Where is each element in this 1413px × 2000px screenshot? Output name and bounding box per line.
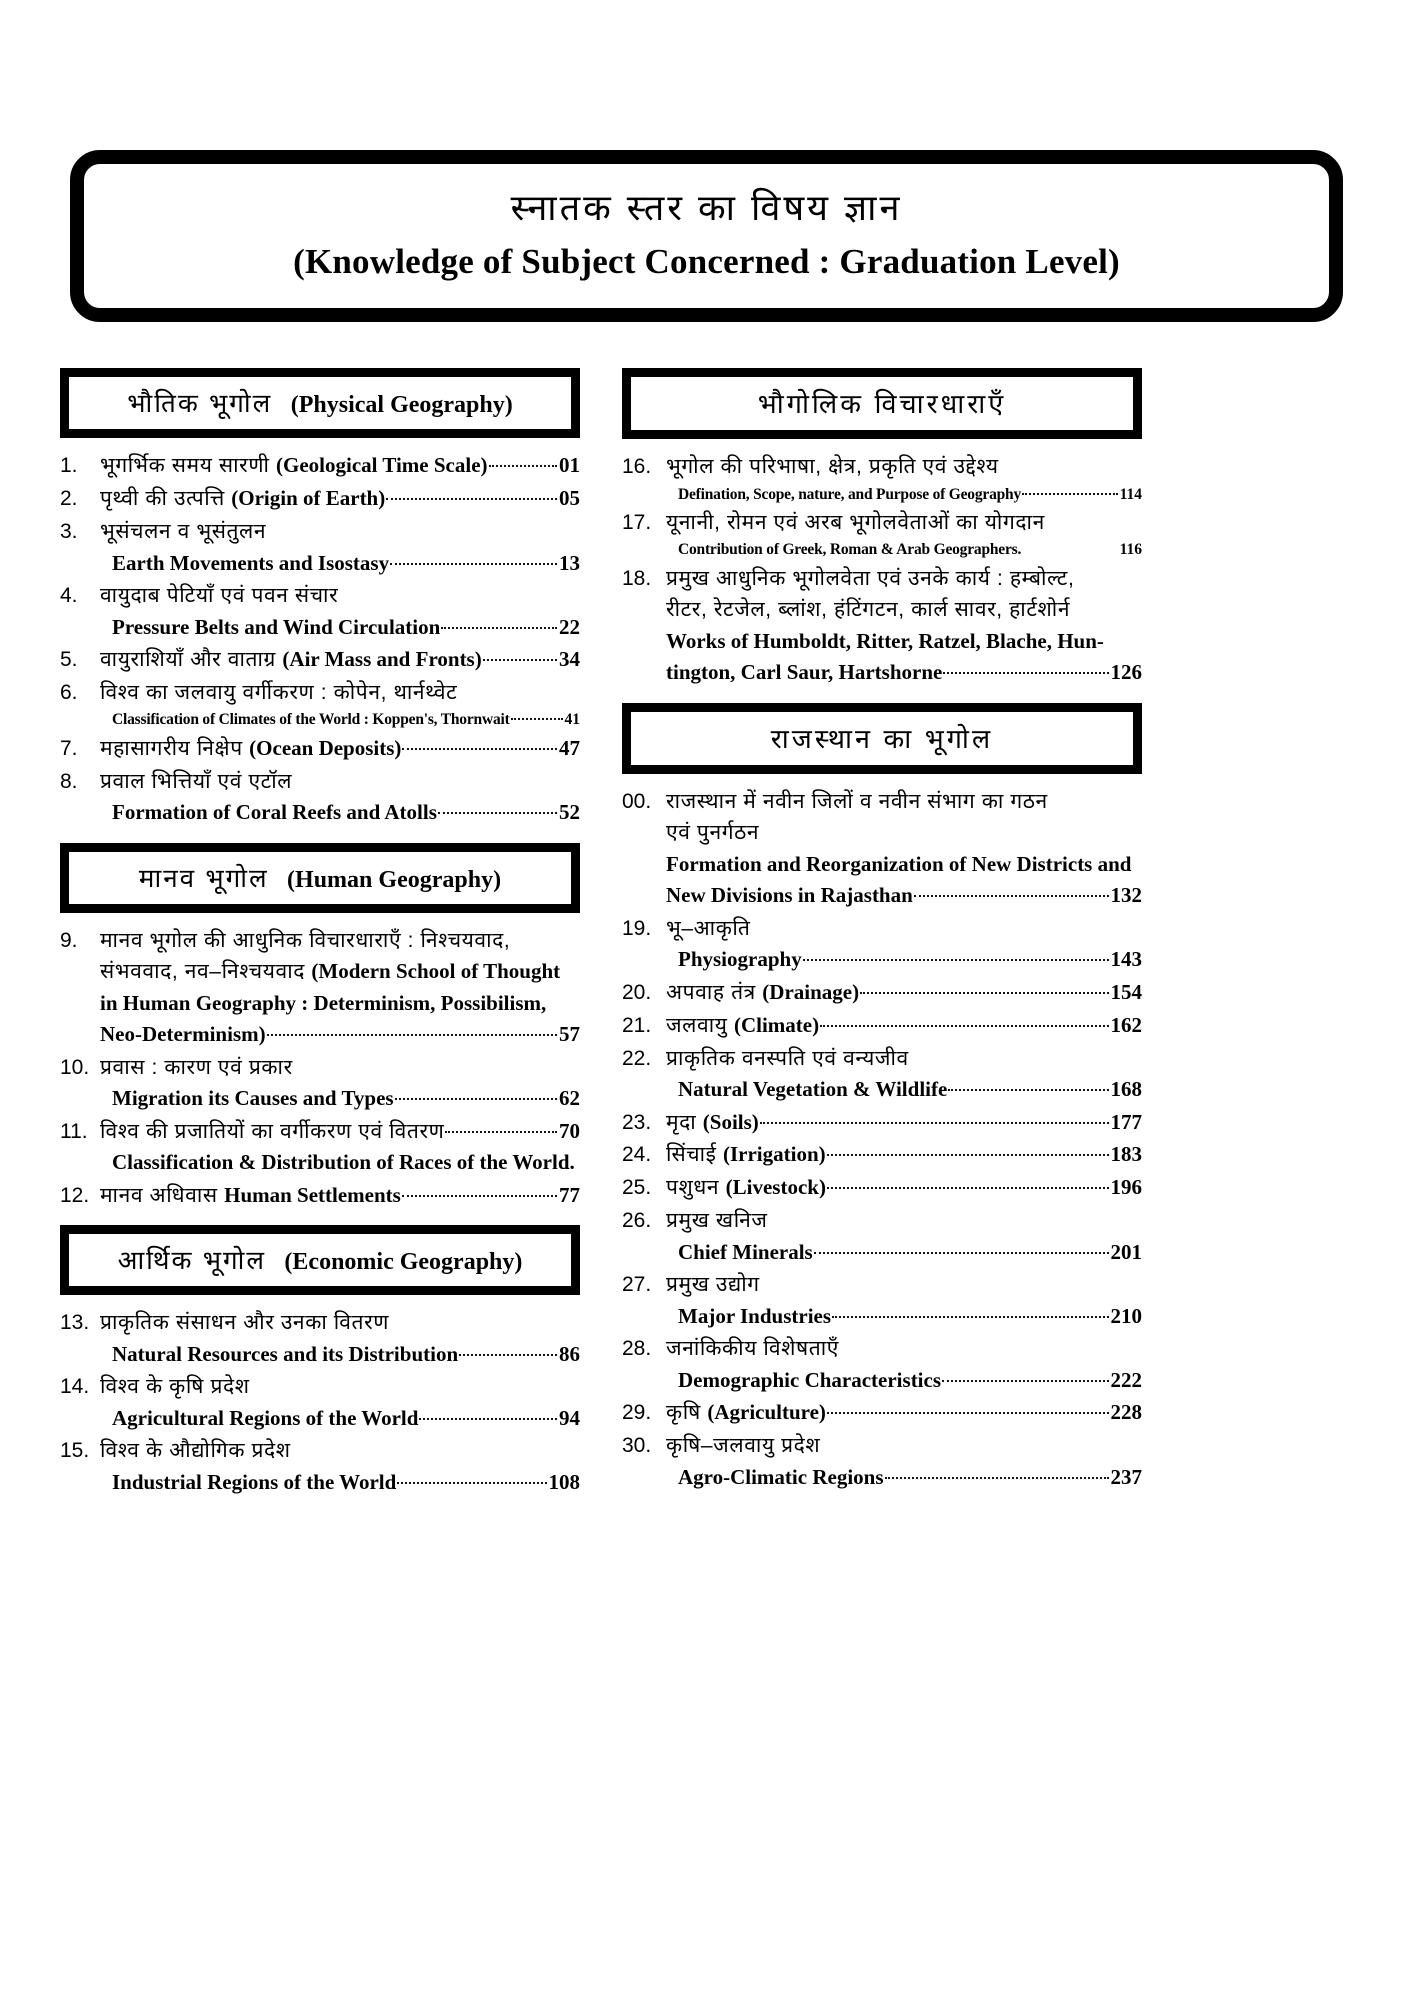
entry-number: 24. bbox=[622, 1143, 652, 1167]
page-number: 22 bbox=[559, 614, 580, 639]
entry-text-hindi: मृदा bbox=[666, 1110, 703, 1134]
toc-entry-line bbox=[666, 594, 1142, 626]
leader-dots bbox=[459, 1354, 557, 1356]
toc-entry-line bbox=[100, 1019, 580, 1051]
toc-entry-line bbox=[100, 1052, 580, 1084]
section-header-physical-geography bbox=[60, 368, 580, 438]
entry-text-hindi: रीटर, रेटजेल, ब्लांश, हंटिंगटन, कार्ल सावर, हार्टशोर्न bbox=[666, 598, 1071, 622]
entry-text-english: Physiography bbox=[678, 947, 802, 972]
toc-entry-line bbox=[666, 657, 1142, 689]
toc-entry-line bbox=[666, 1333, 1142, 1365]
toc-entry-line bbox=[100, 925, 580, 957]
leader-dots bbox=[419, 1418, 557, 1420]
toc-entry[interactable] bbox=[60, 450, 580, 482]
toc-entry[interactable] bbox=[622, 1139, 1142, 1171]
page-number: 168 bbox=[1110, 1077, 1142, 1101]
entry-text-english: in Human Geography : Determinism, Possibilism, bbox=[100, 990, 547, 1015]
toc-entry[interactable] bbox=[622, 1172, 1142, 1204]
leader-dots bbox=[885, 1477, 1109, 1479]
section-header-item bbox=[622, 703, 1142, 774]
page-number: 126 bbox=[1110, 660, 1142, 685]
page-number: 162 bbox=[1110, 1012, 1142, 1037]
entry-text-english: Natural Resources and its Distribution bbox=[112, 1341, 459, 1366]
entry-body bbox=[666, 977, 1142, 1009]
toc-entry[interactable] bbox=[60, 766, 580, 829]
leader-dots bbox=[1022, 493, 1118, 495]
toc-entry[interactable] bbox=[60, 1052, 580, 1115]
toc-entry-line bbox=[666, 1043, 1142, 1075]
leader-dots bbox=[827, 1187, 1109, 1189]
entry-text-english: Formation and Reorganization of New Districts and bbox=[666, 851, 1132, 876]
entry-body bbox=[100, 1116, 580, 1179]
leader-dots bbox=[832, 1316, 1108, 1318]
entry-body bbox=[100, 1052, 580, 1115]
entry-text-english: Migration its Causes and Types bbox=[112, 1086, 394, 1111]
entry-text-hindi: विश्व के कृषि प्रदेश bbox=[100, 1375, 250, 1399]
entry-text-hindi: संभववाद, नव–निश्चयवाद bbox=[100, 960, 312, 984]
entry-text-hindi: मानव भूगोल की आधुनिक विचारधाराएँ : निश्चयवाद, bbox=[100, 928, 511, 952]
entry-text-english: Demographic Characteristics bbox=[678, 1367, 942, 1392]
entry-text-hindi: पृथ्वी की उत्पत्ति bbox=[100, 487, 232, 511]
entry-text-hindi: पशुधन bbox=[666, 1176, 726, 1200]
toc-entry-line bbox=[666, 944, 1142, 976]
entry-text-english: Earth Movements and Isostasy bbox=[112, 550, 390, 575]
toc-entry-line bbox=[100, 483, 580, 515]
toc-entry-line bbox=[666, 1139, 1142, 1171]
entry-text-hindi: प्रमुख उद्योग bbox=[666, 1273, 760, 1297]
toc-entry[interactable] bbox=[60, 1180, 580, 1212]
entry-text-hindi: भूसंचलन व भूसंतुलन bbox=[100, 520, 267, 543]
leader-dots bbox=[438, 812, 557, 814]
leader-dots bbox=[397, 1482, 546, 1484]
entry-number: 5. bbox=[60, 648, 78, 671]
entry-number: 30. bbox=[622, 1434, 652, 1458]
toc-entry-line bbox=[666, 507, 1142, 539]
page-number: 201 bbox=[1110, 1239, 1142, 1264]
toc-entry-line bbox=[666, 1462, 1142, 1494]
entry-body bbox=[100, 733, 580, 765]
entry-body bbox=[100, 580, 580, 643]
toc-columns bbox=[60, 368, 1353, 1499]
entry-text-english: Defination, Scope, nature, and Purpose of Geography bbox=[678, 485, 1022, 503]
leader-dots bbox=[760, 1122, 1109, 1124]
entry-body bbox=[666, 1139, 1142, 1171]
entry-text-english: (Agriculture) bbox=[707, 1400, 826, 1425]
page-number: 154 bbox=[1110, 979, 1142, 1004]
toc-entry[interactable] bbox=[622, 1430, 1142, 1493]
page-number: 196 bbox=[1110, 1175, 1142, 1200]
page-number: 228 bbox=[1110, 1400, 1142, 1425]
toc-entry-line bbox=[100, 1435, 580, 1467]
toc-entry-line bbox=[100, 1083, 580, 1115]
entry-text-english: Classification & Distribution of Races of the World. bbox=[112, 1150, 575, 1175]
entry-body bbox=[666, 563, 1142, 689]
entry-body bbox=[666, 913, 1142, 976]
page-number: 05 bbox=[559, 486, 580, 511]
entry-body bbox=[666, 1010, 1142, 1042]
entry-text-english: (Ocean Deposits) bbox=[249, 735, 402, 760]
entry-text-hindi: वायुराशियाँ और वाताग्र bbox=[100, 648, 283, 671]
section-header-hindi: भौतिक भूगोल bbox=[127, 388, 291, 419]
entry-text-hindi: राजस्थान में नवीन जिलों व नवीन संभाग का गठन bbox=[666, 789, 1048, 813]
entry-body bbox=[666, 1333, 1142, 1396]
entry-number: 20. bbox=[622, 980, 652, 1004]
page-title-banner bbox=[70, 150, 1343, 322]
toc-entry-line bbox=[666, 1010, 1142, 1042]
entry-text-english: Formation of Coral Reefs and Atolls bbox=[112, 800, 437, 825]
entry-body bbox=[666, 1107, 1142, 1139]
page-number: 13 bbox=[559, 550, 580, 575]
toc-entry-line bbox=[100, 956, 580, 988]
section-header-human-geography bbox=[60, 843, 580, 913]
toc-entry-line bbox=[666, 1269, 1142, 1301]
toc-entry-line bbox=[666, 880, 1142, 912]
toc-entry[interactable] bbox=[622, 1205, 1142, 1268]
section-header-english: (Human Geography) bbox=[287, 866, 502, 893]
toc-entry[interactable] bbox=[60, 580, 580, 643]
leader-dots bbox=[390, 563, 557, 565]
page-number: 177 bbox=[1110, 1109, 1142, 1134]
entry-number: 25. bbox=[622, 1176, 652, 1200]
entry-number: 14. bbox=[60, 1375, 90, 1399]
toc-entry[interactable] bbox=[622, 563, 1142, 689]
toc-entry[interactable] bbox=[622, 1043, 1142, 1106]
page-number: 222 bbox=[1110, 1367, 1142, 1392]
toc-entry[interactable] bbox=[622, 451, 1142, 506]
toc-entry-line bbox=[100, 1307, 580, 1339]
section-header-english: (Economic Geography) bbox=[284, 1249, 523, 1276]
leader-dots bbox=[445, 1131, 557, 1133]
entry-body bbox=[666, 786, 1142, 912]
toc-entry-line bbox=[100, 450, 580, 482]
page-number: 94 bbox=[559, 1405, 580, 1430]
page-number: 86 bbox=[559, 1341, 580, 1366]
leader-dots bbox=[395, 1098, 557, 1100]
toc-entry-line bbox=[100, 1116, 580, 1148]
entry-text-english: (Modern School of Thought bbox=[311, 959, 561, 984]
page-title-english: (Knowledge of Subject Concerned : Graduation Level) bbox=[293, 242, 1120, 282]
section-header-hindi: राजस्थान का भूगोल bbox=[770, 723, 994, 754]
toc-entry-line bbox=[666, 1301, 1142, 1333]
entry-number: 23. bbox=[622, 1110, 652, 1134]
page-number: 114 bbox=[1119, 485, 1142, 503]
entry-body bbox=[100, 644, 580, 676]
toc-entry-line bbox=[100, 797, 580, 829]
entry-text-english: (Origin of Earth) bbox=[231, 486, 386, 511]
entry-text-english: (Livestock) bbox=[725, 1175, 826, 1200]
entry-text-english: (Soils) bbox=[702, 1109, 759, 1134]
toc-entry-line bbox=[100, 1403, 580, 1435]
page-number: 132 bbox=[1110, 883, 1142, 908]
entry-number: 1. bbox=[60, 454, 78, 478]
entry-text-english: Major Industries bbox=[678, 1303, 832, 1328]
page-number: 52 bbox=[559, 800, 580, 825]
leader-dots bbox=[820, 1025, 1108, 1027]
toc-entry[interactable] bbox=[60, 677, 580, 732]
toc-entry[interactable] bbox=[622, 1397, 1142, 1429]
entry-body bbox=[100, 1307, 580, 1370]
entry-number: 11. bbox=[60, 1119, 88, 1143]
entry-text-hindi: भू–आकृति bbox=[666, 916, 751, 940]
entry-number: 9. bbox=[60, 928, 78, 952]
toc-entry-line bbox=[666, 451, 1142, 483]
toc-entry[interactable] bbox=[622, 1107, 1142, 1139]
leader-dots bbox=[914, 895, 1109, 897]
entry-body bbox=[100, 1435, 580, 1498]
leader-dots bbox=[483, 659, 557, 661]
toc-entry[interactable] bbox=[60, 1435, 580, 1498]
toc-left-column bbox=[60, 368, 580, 1499]
entry-number: 00. bbox=[622, 789, 652, 813]
entry-text-english: Natural Vegetation & Wildlife bbox=[678, 1077, 948, 1101]
toc-entry-line bbox=[100, 766, 580, 798]
entry-text-hindi: अपवाह तंत्र bbox=[666, 980, 763, 1004]
entry-text-english: Neo-Determinism) bbox=[100, 1022, 266, 1047]
entry-body bbox=[666, 1269, 1142, 1332]
leader-dots bbox=[803, 959, 1109, 961]
page-number: 01 bbox=[559, 453, 580, 478]
leader-dots bbox=[386, 498, 557, 500]
entry-text-english: New Divisions in Rajasthan bbox=[666, 883, 913, 908]
section-header-hindi: भौगोलिक विचारधाराएँ bbox=[757, 389, 1007, 420]
entry-text-hindi: महासागरीय निक्षेप bbox=[100, 736, 250, 760]
toc-entry-line bbox=[100, 580, 580, 612]
leader-dots bbox=[948, 1089, 1108, 1091]
entry-text-hindi: वायुदाब पेटियाँ एवं पवन संचार bbox=[100, 584, 339, 607]
toc-entry-line bbox=[666, 1237, 1142, 1269]
entry-body bbox=[666, 451, 1142, 506]
page-number: 237 bbox=[1110, 1464, 1142, 1489]
toc-entry[interactable] bbox=[60, 644, 580, 676]
leader-dots bbox=[943, 672, 1108, 674]
entry-text-english: Contribution of Greek, Roman & Arab Geographers. bbox=[678, 541, 1022, 559]
entry-text-hindi: प्रवास : कारण एवं प्रकार bbox=[100, 1055, 293, 1079]
entry-number: 16. bbox=[622, 455, 652, 479]
toc-entry-line bbox=[666, 1107, 1142, 1139]
toc-entry[interactable] bbox=[622, 913, 1142, 976]
leader-dots bbox=[511, 718, 563, 720]
entry-body bbox=[100, 1371, 580, 1434]
entry-text-english: (Climate) bbox=[733, 1012, 820, 1037]
entry-body bbox=[666, 507, 1142, 562]
toc-entry[interactable] bbox=[60, 1371, 580, 1434]
toc-entry[interactable] bbox=[60, 516, 580, 579]
entry-body bbox=[100, 516, 580, 579]
toc-entry-line bbox=[666, 1365, 1142, 1397]
entry-text-hindi: जलवायु bbox=[666, 1013, 734, 1037]
entry-text-english: Human Settlements bbox=[224, 1182, 401, 1207]
page-number: 62 bbox=[559, 1086, 580, 1111]
entry-number: 7. bbox=[60, 736, 78, 760]
toc-entry[interactable] bbox=[622, 507, 1142, 562]
page-number: 47 bbox=[559, 735, 580, 760]
entry-body bbox=[666, 1430, 1142, 1493]
leader-dots bbox=[402, 748, 557, 750]
entry-number: 29. bbox=[622, 1401, 652, 1425]
entry-text-english: Agricultural Regions of the World bbox=[112, 1405, 419, 1430]
entry-text-hindi: प्रवाल भित्तियाँ एवं एटॉल bbox=[100, 769, 293, 793]
toc-entry-line bbox=[666, 483, 1142, 506]
leader-dots bbox=[827, 1412, 1109, 1414]
toc-entry[interactable] bbox=[622, 786, 1142, 912]
entry-text-english: Classification of Climates of the World : Koppen's, Thornwait bbox=[112, 711, 510, 729]
entry-text-hindi: जनांकिकीय विशेषताएँ bbox=[666, 1337, 839, 1361]
entry-text-hindi: विश्व की प्रजातियों का वर्गीकरण एवं वितरण bbox=[100, 1119, 445, 1143]
entry-text-english: (Geological Time Scale) bbox=[276, 453, 488, 478]
page-number: 77 bbox=[559, 1182, 580, 1207]
entry-body bbox=[100, 925, 580, 1051]
toc-entry-line bbox=[666, 817, 1142, 849]
leader-dots bbox=[814, 1252, 1109, 1254]
leader-dots bbox=[267, 1034, 557, 1036]
entry-body bbox=[100, 450, 580, 482]
entry-text-hindi: विश्व के औद्योगिक प्रदेश bbox=[100, 1439, 291, 1463]
entry-number: 17. bbox=[622, 510, 652, 534]
leader-dots bbox=[441, 627, 557, 629]
entry-text-hindi: विश्व का जलवायु वर्गीकरण : कोपेन, थार्नथ्वेट bbox=[100, 680, 458, 704]
entry-text-english: Chief Minerals bbox=[678, 1239, 813, 1264]
entry-text-hindi: एवं पुनर्गठन bbox=[666, 821, 760, 845]
toc-entry-line bbox=[100, 733, 580, 765]
entry-text-hindi: प्राकृतिक वनस्पति एवं वन्यजीव bbox=[666, 1046, 909, 1070]
entry-text-english: Works of Humboldt, Ritter, Ratzel, Blache, Hun- bbox=[666, 628, 1104, 653]
entry-text-hindi: भूगोल की परिभाषा, क्षेत्र, प्रकृति एवं उद्देश्य bbox=[666, 455, 999, 479]
toc-entry-line bbox=[100, 677, 580, 709]
entry-number: 22. bbox=[622, 1046, 652, 1070]
toc-entry-line bbox=[666, 563, 1142, 595]
toc-entry-line bbox=[666, 977, 1142, 1009]
toc-entry[interactable] bbox=[622, 977, 1142, 1009]
entry-text-english: Industrial Regions of the World bbox=[112, 1469, 397, 1494]
entry-number: 2. bbox=[60, 487, 78, 511]
entry-text-english: tington, Carl Saur, Hartshorne bbox=[666, 660, 943, 685]
entry-text-hindi: सिंचाई bbox=[666, 1143, 723, 1167]
toc-entry-line bbox=[666, 1397, 1142, 1429]
toc-entry-line bbox=[100, 1180, 580, 1212]
section-header-item bbox=[622, 368, 1142, 439]
entry-body bbox=[666, 1043, 1142, 1106]
page-number: 108 bbox=[548, 1469, 580, 1494]
section-header-english: (Physical Geography) bbox=[290, 392, 513, 419]
section-header-hindi: आर्थिक भूगोल bbox=[117, 1245, 285, 1276]
entry-body bbox=[100, 766, 580, 829]
toc-entry-line bbox=[100, 708, 580, 731]
section-header-hindi: मानव भूगोल bbox=[138, 862, 288, 893]
toc-entry[interactable] bbox=[60, 925, 580, 1051]
toc-entry-line bbox=[666, 1172, 1142, 1204]
toc-entry-line bbox=[666, 913, 1142, 945]
toc-entry-line bbox=[666, 1430, 1142, 1462]
toc-right-column bbox=[622, 368, 1142, 1494]
entry-body bbox=[666, 1172, 1142, 1204]
toc-entry[interactable] bbox=[622, 1333, 1142, 1396]
entry-number: 15. bbox=[60, 1439, 90, 1463]
entry-body bbox=[666, 1205, 1142, 1268]
page-number: 183 bbox=[1110, 1142, 1142, 1167]
leader-dots bbox=[942, 1380, 1108, 1382]
section-header-economic-geography bbox=[60, 1225, 580, 1295]
entry-text-english: Pressure Belts and Wind Circulation bbox=[112, 614, 441, 639]
page-number: 34 bbox=[559, 647, 580, 671]
leader-dots bbox=[489, 465, 557, 467]
entry-number: 10. bbox=[60, 1055, 90, 1079]
toc-entry-line bbox=[666, 1205, 1142, 1237]
toc-entry[interactable] bbox=[60, 483, 580, 515]
toc-entry-line bbox=[100, 612, 580, 644]
toc-entry-line bbox=[100, 516, 580, 548]
entry-body bbox=[100, 483, 580, 515]
toc-entry-line bbox=[100, 1147, 580, 1179]
toc-entry-line bbox=[100, 1371, 580, 1403]
entry-number: 21. bbox=[622, 1013, 652, 1037]
page-number: 57 bbox=[559, 1022, 580, 1047]
toc-entry-line bbox=[100, 1339, 580, 1371]
entry-number: 12. bbox=[60, 1183, 90, 1207]
toc-entry[interactable] bbox=[60, 1116, 580, 1179]
entry-text-hindi: प्राकृतिक संसाधन और उनका वितरण bbox=[100, 1311, 390, 1335]
toc-entry-line bbox=[100, 988, 580, 1020]
toc-entry[interactable] bbox=[622, 1269, 1142, 1332]
entry-text-hindi: भूगर्भिक समय सारणी bbox=[100, 454, 276, 478]
entry-text-hindi: कृषि–जलवायु प्रदेश bbox=[666, 1434, 821, 1458]
entry-number: 18. bbox=[622, 566, 652, 590]
toc-entry-line bbox=[100, 1467, 580, 1499]
entry-text-english: (Irrigation) bbox=[722, 1142, 826, 1167]
entry-number: 8. bbox=[60, 769, 78, 793]
entry-text-english: Agro-Climatic Regions bbox=[678, 1464, 884, 1489]
entry-text-hindi: मानव अधिवास bbox=[100, 1183, 225, 1207]
page-number: 143 bbox=[1110, 947, 1142, 972]
entry-number: 26. bbox=[622, 1209, 652, 1233]
entry-number: 6. bbox=[60, 680, 78, 704]
entry-text-english: (Drainage) bbox=[762, 979, 860, 1004]
entry-text-english: (Air Mass and Fronts) bbox=[282, 647, 482, 671]
leader-dots bbox=[827, 1154, 1109, 1156]
entry-body bbox=[666, 1397, 1142, 1429]
leader-dots bbox=[402, 1195, 557, 1197]
toc-entry-line bbox=[666, 786, 1142, 818]
entry-text-hindi: प्रमुख खनिज bbox=[666, 1209, 768, 1233]
entry-body bbox=[100, 677, 580, 732]
entry-body bbox=[100, 1180, 580, 1212]
entry-number: 27. bbox=[622, 1273, 652, 1297]
page-number: 116 bbox=[1119, 541, 1142, 559]
page-number: 70 bbox=[559, 1118, 580, 1143]
entry-number: 28. bbox=[622, 1337, 652, 1361]
toc-entry-line bbox=[666, 1074, 1142, 1106]
page-number: 210 bbox=[1110, 1303, 1142, 1328]
toc-entry-line bbox=[100, 644, 580, 676]
toc-entry-line bbox=[666, 626, 1142, 658]
entry-number: 3. bbox=[60, 520, 78, 543]
leader-dots bbox=[860, 992, 1108, 994]
page-number: 41 bbox=[564, 711, 580, 729]
toc-entry[interactable] bbox=[622, 1010, 1142, 1042]
toc-entry[interactable] bbox=[60, 1307, 580, 1370]
entry-number: 4. bbox=[60, 584, 78, 607]
entry-text-hindi: कृषि bbox=[666, 1401, 708, 1425]
page-title-hindi: स्नातक स्तर का विषय ज्ञान bbox=[510, 187, 903, 228]
entry-text-hindi: यूनानी, रोमन एवं अरब भूगोलवेताओं का योगदान bbox=[666, 510, 1045, 534]
toc-entry-line bbox=[666, 849, 1142, 881]
toc-entry-line bbox=[666, 538, 1142, 561]
entry-number: 13. bbox=[60, 1311, 90, 1335]
toc-entry-line bbox=[100, 548, 580, 580]
entry-text-hindi: प्रमुख आधुनिक भूगोलवेता एवं उनके कार्य : हम्बोल्ट, bbox=[666, 566, 1075, 590]
toc-entry[interactable] bbox=[60, 733, 580, 765]
entry-number: 19. bbox=[622, 916, 652, 940]
